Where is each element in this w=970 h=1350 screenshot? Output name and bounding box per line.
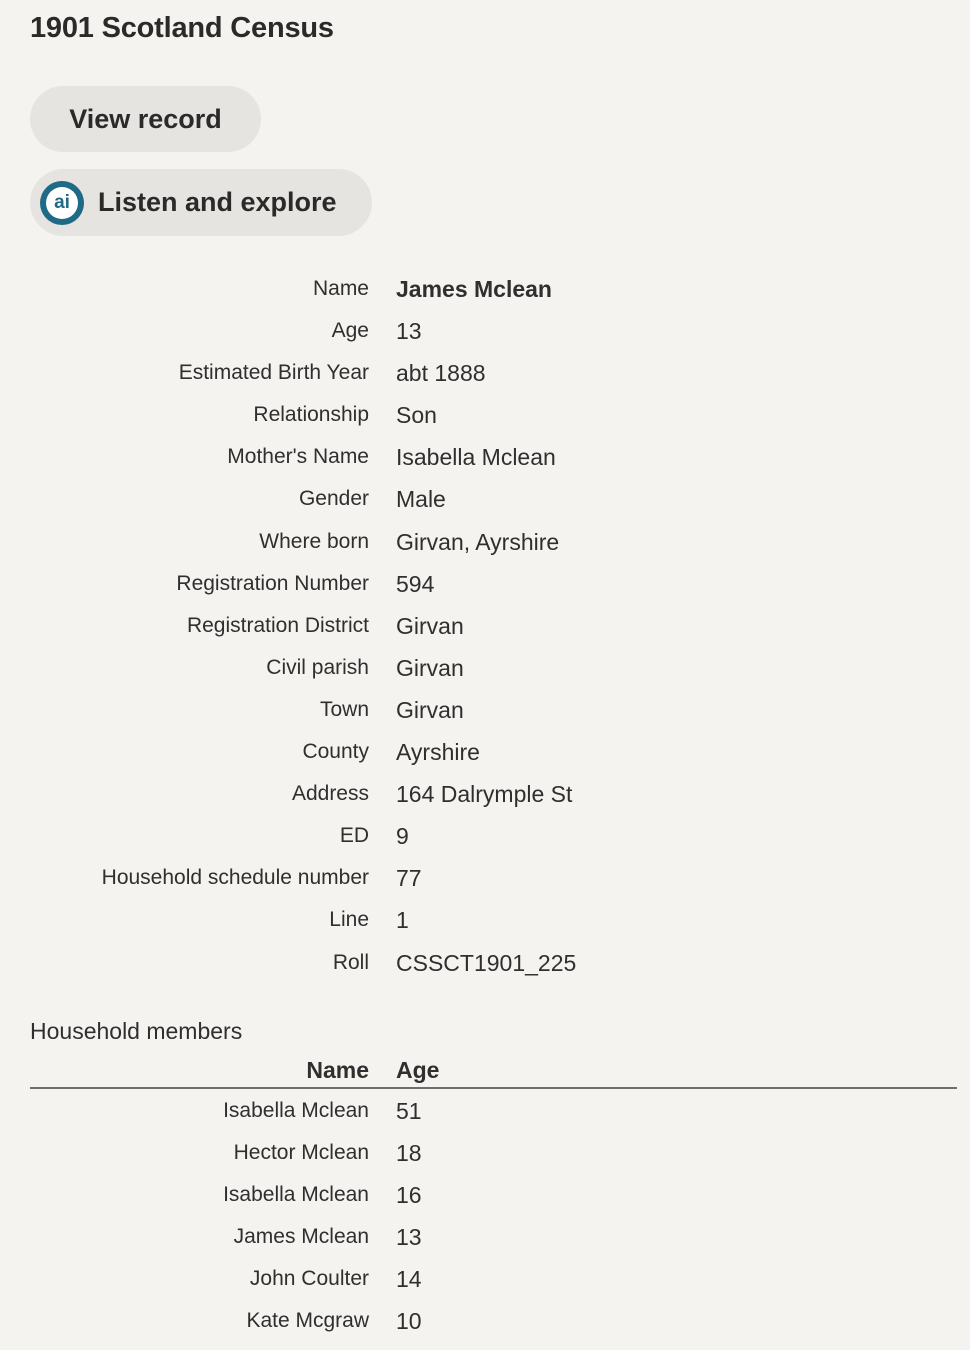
detail-value: 77	[396, 865, 422, 892]
detail-row-birth-year	[0, 353, 970, 395]
member-name: Hector Mclean	[233, 1141, 369, 1164]
member-name: Isabella Mclean	[223, 1183, 369, 1206]
detail-row-town	[0, 690, 970, 732]
detail-label: Registration District	[186, 613, 369, 637]
detail-label: Address	[291, 782, 369, 806]
member-name: Isabella Mclean	[223, 1099, 369, 1122]
detail-row-address	[0, 774, 970, 816]
table-row	[0, 1217, 970, 1259]
detail-row-age	[0, 311, 970, 353]
detail-value: Isabella Mclean	[396, 444, 556, 471]
detail-label: Town	[319, 697, 369, 721]
detail-row-relationship	[0, 395, 970, 437]
detail-value: Male	[396, 486, 446, 513]
record-details	[0, 269, 970, 985]
detail-label: Civil parish	[266, 655, 369, 679]
view-record-button[interactable]	[30, 86, 261, 152]
table-row	[0, 1259, 970, 1301]
detail-label: Relationship	[253, 403, 369, 427]
detail-label: ED	[339, 824, 369, 848]
table-header-divider	[30, 1087, 957, 1089]
member-age: 51	[396, 1098, 422, 1124]
table-row	[0, 1301, 970, 1343]
detail-value: Girvan	[396, 612, 464, 639]
view-record-label: View record	[69, 103, 222, 134]
household-members-title: Household members	[30, 1018, 243, 1044]
detail-label: Where born	[259, 529, 369, 553]
detail-value: CSSCT1901_225	[396, 949, 577, 976]
household-members-table	[0, 1091, 970, 1343]
member-name: Kate Mcgraw	[246, 1309, 369, 1332]
page-title: 1901 Scotland Census	[30, 12, 334, 44]
table-row	[0, 1175, 970, 1217]
member-name: James Mclean	[233, 1225, 369, 1248]
detail-value: James Mclean	[396, 276, 552, 302]
detail-row-registration-district	[0, 606, 970, 648]
detail-row-gender	[0, 479, 970, 521]
detail-value: 9	[396, 823, 409, 850]
detail-value: Girvan	[396, 654, 464, 681]
detail-row-roll	[0, 943, 970, 985]
detail-label: Registration Number	[176, 571, 369, 595]
member-age: 18	[396, 1140, 422, 1166]
detail-label: County	[302, 740, 369, 764]
detail-label: Name	[312, 277, 369, 300]
detail-value: 164 Dalrymple St	[396, 781, 573, 808]
table-row	[0, 1133, 970, 1175]
detail-value: abt 1888	[396, 360, 486, 387]
detail-value: 1	[396, 907, 409, 934]
detail-row-mothers-name	[0, 437, 970, 479]
detail-value: Son	[396, 402, 437, 429]
ai-icon-text: ai	[46, 187, 78, 219]
listen-and-explore-label: Listen and explore	[98, 187, 337, 217]
member-age: 13	[396, 1224, 422, 1250]
household-table-header	[0, 1055, 970, 1089]
detail-label: Estimated Birth Year	[178, 361, 369, 385]
member-age: 10	[396, 1308, 422, 1334]
detail-row-civil-parish	[0, 648, 970, 690]
detail-label: Household schedule number	[101, 866, 369, 890]
detail-value: 594	[396, 570, 435, 597]
detail-row-line	[0, 900, 970, 942]
detail-value: Girvan, Ayrshire	[396, 528, 560, 555]
detail-value: 13	[396, 318, 422, 345]
member-age: 16	[396, 1182, 422, 1208]
detail-row-name	[0, 269, 970, 311]
detail-value: Girvan	[396, 696, 464, 723]
detail-row-where-born	[0, 522, 970, 564]
column-header-name: Name	[306, 1057, 369, 1083]
detail-row-county	[0, 732, 970, 774]
detail-label: Line	[329, 908, 369, 932]
member-name: John Coulter	[249, 1267, 369, 1290]
detail-label: Age	[331, 319, 369, 343]
ai-icon	[40, 181, 84, 225]
member-age: 14	[396, 1266, 422, 1292]
detail-label: Gender	[298, 487, 369, 511]
detail-row-registration-number	[0, 564, 970, 606]
detail-value: Ayrshire	[396, 739, 480, 766]
table-row	[0, 1091, 970, 1133]
detail-label: Mother's Name	[227, 445, 369, 469]
detail-row-household-schedule-number	[0, 858, 970, 900]
listen-and-explore-button[interactable]	[30, 169, 372, 236]
detail-label: Roll	[332, 950, 369, 974]
column-header-age: Age	[396, 1057, 440, 1083]
detail-row-ed	[0, 816, 970, 858]
